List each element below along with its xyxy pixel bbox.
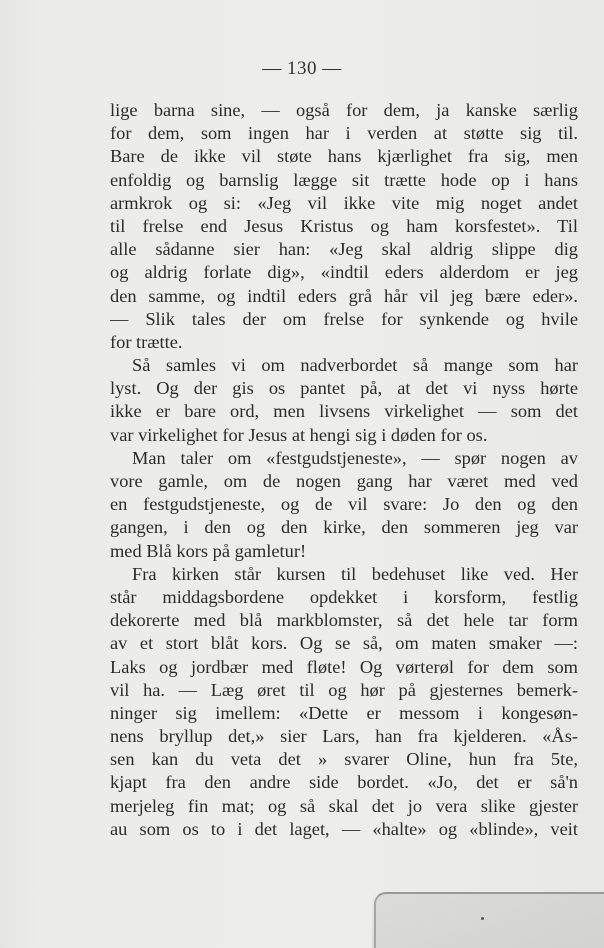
- text-line: for dem, som ingen har i verden at støtte sig til.: [110, 123, 578, 144]
- text-line: av et stort blåt kors. Og se så, om maten smaker —:: [110, 633, 578, 654]
- text-line: au som os to i det laget, — «halte» og «blinde», veit: [110, 818, 578, 839]
- text-line: til frelse end Jesus Kristus og ham korsfestet». Til: [110, 215, 578, 236]
- text-line: en festgudstjeneste, og de vil svare: Jo den og den: [110, 494, 578, 515]
- page-corner-mark: [481, 917, 484, 920]
- text-line: Bare de ikke vil støte hans kjærlighet fra sig, men: [110, 146, 578, 167]
- text-line: og aldrig forlate dig», «indtil eders alderdom er jeg: [110, 262, 578, 283]
- page-corner-edge: [374, 892, 604, 948]
- text-line: står middagsbordene opdekket i korsform, festlig: [110, 586, 578, 607]
- text-line: nens bryllup det,» sier Lars, han fra kjelderen. «Ås-: [110, 726, 578, 747]
- text-line: sen kan du veta det » svarer Oline, hun fra 5te,: [110, 749, 578, 770]
- text-line: enfoldig og barnslig lægge sit trætte hode op i hans: [110, 169, 578, 190]
- page-number: — 130 —: [262, 58, 342, 79]
- text-line: Man taler om «festgudstjeneste», — spør nogen av: [132, 447, 578, 468]
- text-line: Laks og jordbær med fløte! Og vørterøl for dem som: [110, 656, 578, 677]
- text-line: ikke er bare ord, men livsens virkelighet — som det: [110, 401, 578, 422]
- text-line: Så samles vi om nadverbordet så mange som har: [132, 355, 578, 376]
- text-line: armkrok og si: «Jeg vil ikke vite mig noget andet: [110, 192, 578, 213]
- text-line: merjeleg fin mat; og så skal det jo vera slike gjester: [110, 795, 578, 816]
- text-line: lige barna sine, — også for dem, ja kanske særlig: [110, 100, 578, 120]
- text-line: vil ha. — Læg øret til og hør på gjesternes bemerk-: [110, 679, 578, 700]
- text-line: den samme, og indtil eders grå hår vil jeg bære eder».: [110, 285, 578, 306]
- text-line: lyst. Og der gis os pantet på, at det vi nyss hørte: [110, 378, 578, 399]
- text-line: gangen, i den og den kirke, den sommeren jeg var: [110, 517, 578, 538]
- text-line: for trætte.: [110, 331, 183, 352]
- text-line: med Blå kors på gamletur!: [110, 540, 307, 561]
- text-line: var virkelighet for Jesus at hengi sig i døden for os.: [110, 424, 488, 445]
- text-line: — Slik tales der om frelse for synkende og hvile: [110, 308, 578, 329]
- text-line: kjapt fra den andre side bordet. «Jo, det er så'n: [110, 772, 578, 793]
- text-line: alle sådanne sier han: «Jeg skal aldrig slippe dig: [110, 239, 578, 260]
- text-line: vore gamle, om de nogen gang har været med ved: [110, 471, 578, 491]
- text-line: ninger sig imellem: «Dette er messom i kongesøn-: [110, 702, 578, 723]
- body-text: [110, 99, 578, 841]
- text-line: dekorerte med blå markblomster, så det hele tar form: [110, 610, 578, 631]
- text-line: Fra kirken står kursen til bedehuset like ved. Her: [132, 563, 578, 584]
